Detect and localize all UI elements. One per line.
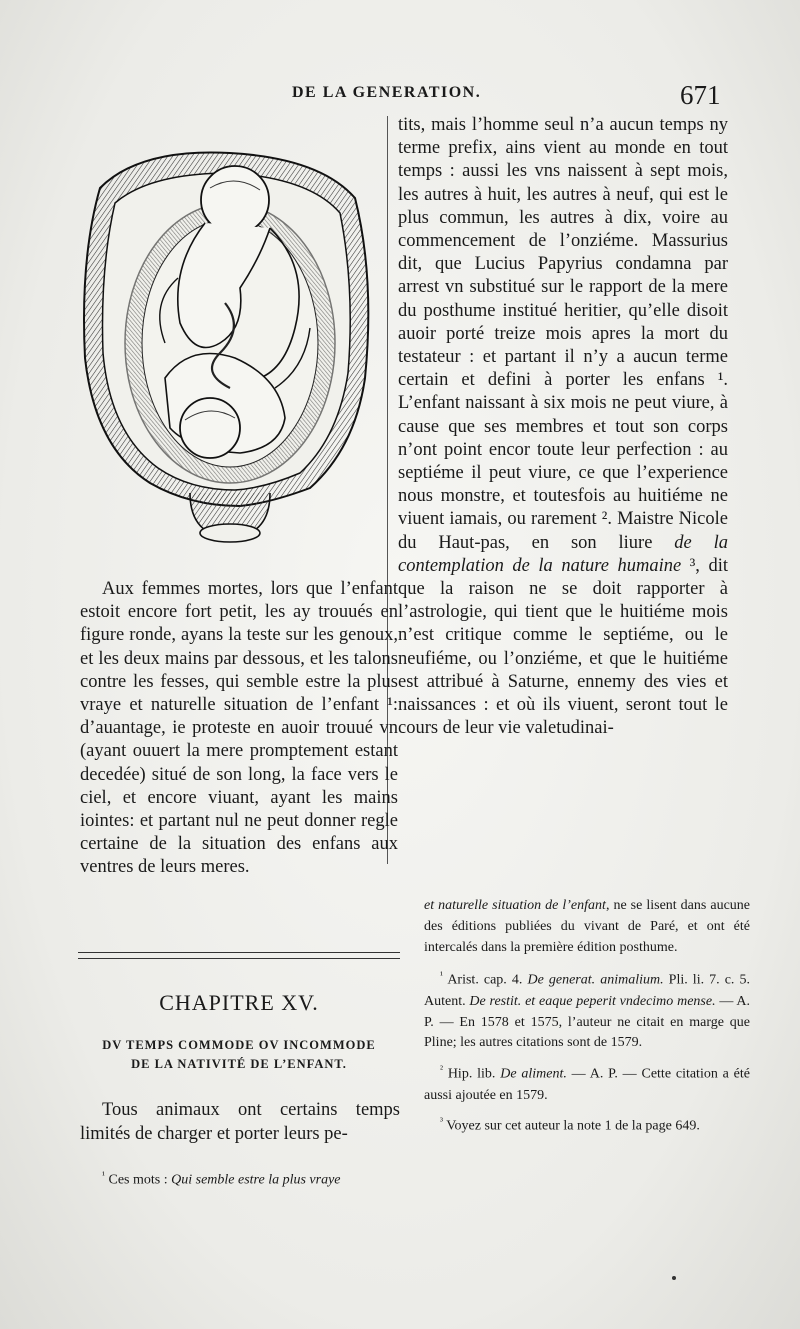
footnote-2-italic: De aliment. bbox=[500, 1066, 567, 1082]
figure-caption bbox=[80, 578, 398, 880]
caption-text: Aux femmes mortes, lors que l’enfant estoit encore fort petit, les ay trouués en figure ronde, ayans la teste sur les genoux, et les deux mains par dessous, et les talons contre les fesses, qui semble estre la plus vraye et naturelle situation de l’enfant ¹: d’auantage, ie proteste en auoir trouué vn (ayant ouuert la mere promptement estant decedée) situé de son long, la face vers le ciel, et encore viuant, ayant les mains iointes: et partant nul ne peut donner regle certaine de la situation des enfans aux ventres de leurs meres. bbox=[80, 579, 398, 878]
footnote-2-b: — A. P. — Cette citation a été aussi ajoutée en 1579. bbox=[424, 1066, 750, 1103]
footnote-left-text: Ces mots : bbox=[108, 1172, 172, 1188]
footnote-cont-italic: et naturelle situation de l’enfant bbox=[424, 898, 606, 913]
right-column-part1: tits, mais l’homme seul n’a aucun temps ny terme prefix, ains vient au monde en tout temps : aussi les vns naissent à sept mois, les autres à huit, les autres à neuf, qui est le plus commun, les autres à dix, voire au commencement de l’onziéme. Massurius dit, que Lucius Papyrius condamna par arrest vn substitué sur le rapport de la mere du posthume institué heritier, qu’elle disoit auoir porté treize mois apres la mort du testateur : et partant il n’y a aucun terme certain et defini à porter les enfans ¹. L’enfant naissant à six mois ne peut viure, à cause que ses membres et tout son corps n’ont point encor toute leur perfection : au septiéme il peut viure, ce que l’experience nous monstre, et toutesfois au huitiéme ne viuent iamais, ou rarement ². Maistre Nicole du Haut-pas, en son liure bbox=[398, 115, 728, 553]
footnote-3 bbox=[424, 1112, 750, 1137]
footnote-1-a: Arist. cap. 4. bbox=[447, 973, 528, 989]
chapter-subtitle bbox=[78, 1036, 400, 1074]
footnote-left bbox=[80, 1166, 402, 1191]
footnote-3-text: Voyez sur cet auteur la note 1 de la page 649. bbox=[446, 1119, 700, 1135]
running-head: DE LA GENERATION. bbox=[292, 84, 482, 101]
footnote-2 bbox=[424, 1060, 750, 1106]
ink-speck bbox=[672, 1276, 676, 1280]
chapter-subtitle-line1: DV TEMPS COMMODE OV INCOMMODE bbox=[102, 1038, 376, 1052]
chapter-opening-text bbox=[80, 1098, 400, 1146]
footnote-1-italic-b: De restit. et eaque peperit vndecimo mense. bbox=[469, 993, 716, 1009]
footnote-1-c: — A. P. — En 1578 et 1575, l’auteur ne citait en marge que Pline; les autres citations sont de 1579. bbox=[424, 993, 751, 1051]
footnote-marker: ¹ bbox=[102, 1170, 105, 1181]
chapter-title: CHAPITRE XV. bbox=[159, 990, 319, 1015]
section-divider bbox=[78, 952, 400, 959]
right-column-paragraph bbox=[398, 114, 728, 740]
footnote-cont-text: , ne se lisent dans aucune des éditions publiées du vivant de Paré, et ont été intercalés dans la première édition posthume. bbox=[424, 898, 750, 955]
footnote-1-italic-a: De generat. animalium. bbox=[527, 973, 664, 989]
footnote-1 bbox=[424, 966, 750, 1054]
footnote-marker: ² bbox=[440, 1064, 443, 1076]
footnote-marker: ³ bbox=[440, 1116, 443, 1128]
footnote-1-start bbox=[80, 1166, 402, 1191]
book-title-italic: de la contemplation de la nature humaine bbox=[398, 532, 728, 576]
footnote-left-italic: Qui semble estre la plus vraye bbox=[171, 1172, 341, 1188]
right-column-text bbox=[398, 114, 728, 740]
page-number: 671 bbox=[680, 80, 721, 110]
chapter-paragraph: Tous animaux ont certains temps limités de charger et porter leurs pe- bbox=[80, 1100, 400, 1144]
footnote-marker: ¹ bbox=[440, 970, 443, 982]
chapter-subtitle-line2: DE LA NATIVITÉ DE L’ENFANT. bbox=[131, 1057, 347, 1071]
footnote-2-a: Hip. lib. bbox=[447, 1066, 501, 1082]
footnote-continuation bbox=[424, 896, 750, 958]
footnote-1-b: Pli. li. 7. c. 5. Autent. bbox=[424, 973, 751, 1009]
right-column-part3: ³, dit que la raison ne se doit rapporter à l’astrologie, qui tient que le huitiéme mois n’est critique comme le septiéme, ou le neufiéme, ou l’onziéme, et que le huitiéme est attribué à Saturne, ennemy des vies et naissances : et où ils viuent, seront tout le cours de leur vie valetudinai- bbox=[398, 555, 728, 739]
fetus-in-womb-engraving-icon bbox=[70, 128, 380, 558]
footnotes-right bbox=[424, 896, 750, 1144]
